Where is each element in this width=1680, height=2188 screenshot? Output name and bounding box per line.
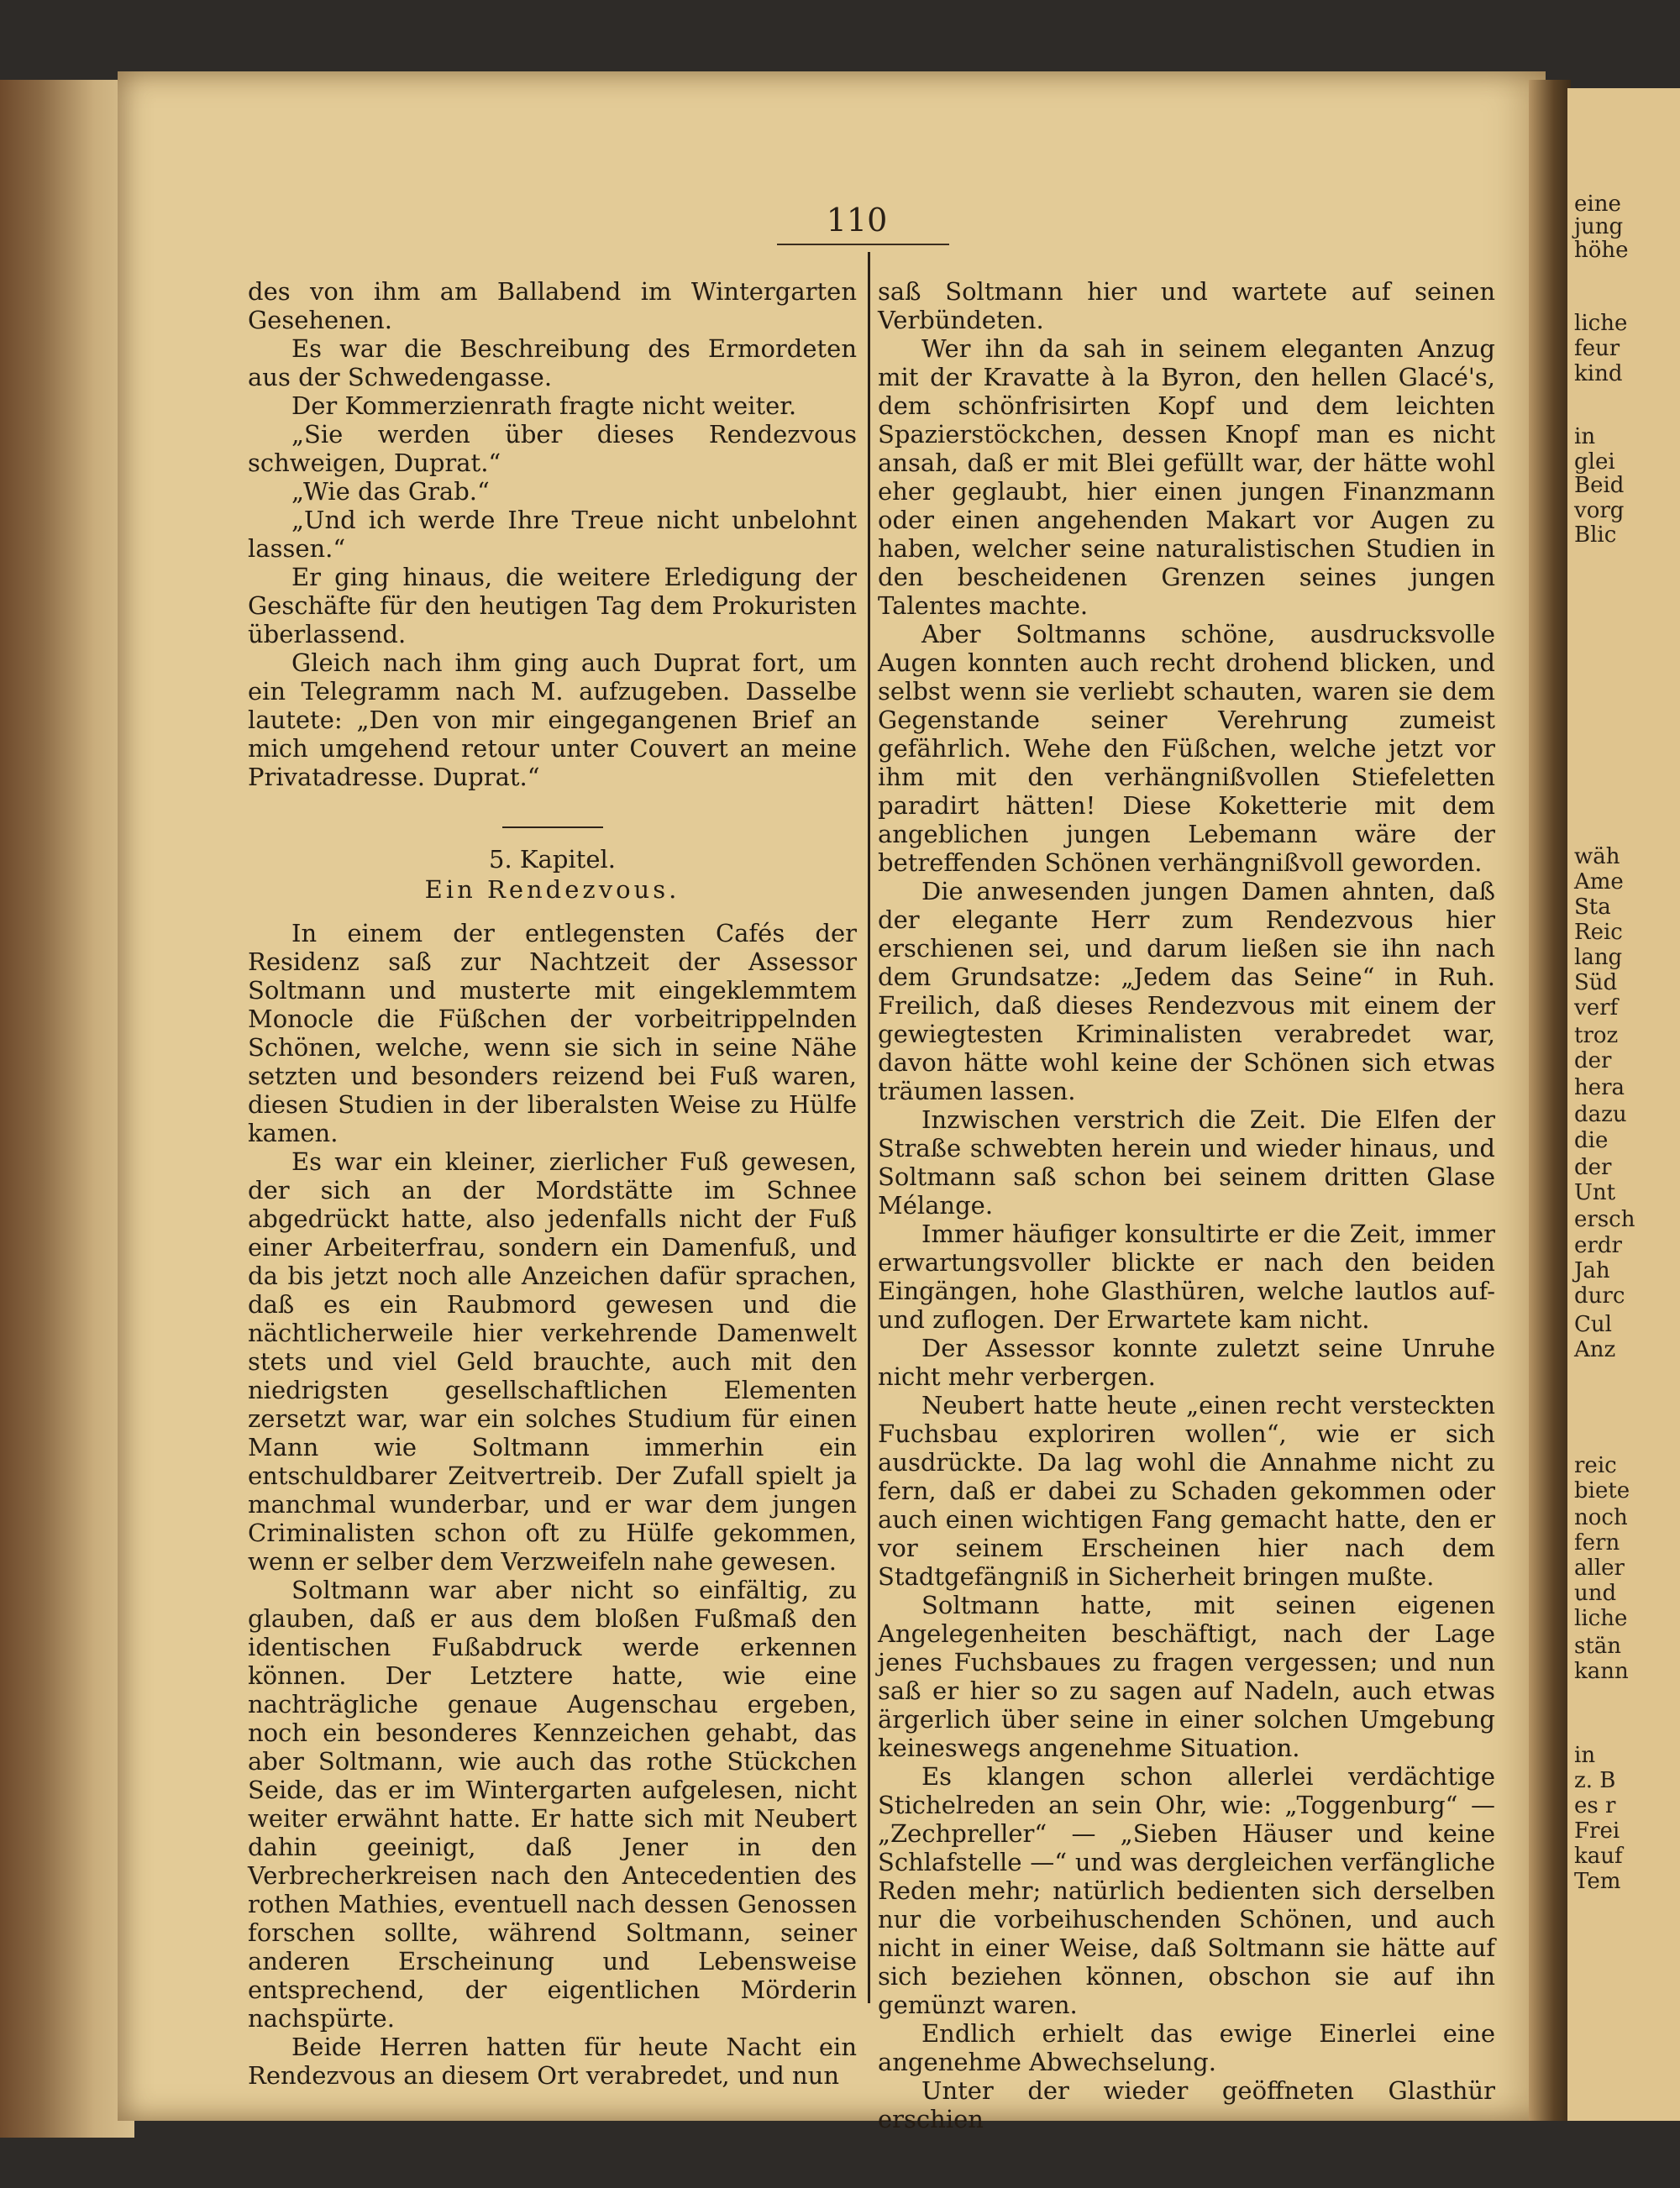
paragraph: Neubert hatte heute „einen recht versteckten Fuchsbau exploriren wollen“, wie er sich ausdrückte. Da lag wohl die Annahme nicht zu fern, daß er dabei zu Schaden gekommen oder auch einen wichtigen Fang gemacht hatte, den er vor seinem Erscheinen hier nach dem Stadtgefängniß in Sicherheit bringen mußte. xyxy=(878,1391,1495,1591)
next-page-fragment: durc xyxy=(1574,1283,1625,1309)
chapter-divider xyxy=(502,826,603,828)
book-gutter xyxy=(1529,80,1571,2121)
next-page-fragment: noch xyxy=(1574,1505,1628,1530)
paragraph: Immer häufiger konsultirte er die Zeit, immer erwartungsvoller blickte er nach den beiden Eingängen, hohe Glasthüren, welche lautlos auf- und zuflogen. Der Erwartete kam nicht. xyxy=(878,1220,1495,1334)
paragraph: Inzwischen verstrich die Zeit. Die Elfen der Straße schwebten herein und wieder hinaus, und Soltmann saß schon bei seinem dritten Glase Mélange. xyxy=(878,1105,1495,1220)
book-edge xyxy=(0,80,134,2138)
next-page-fragment: Anz xyxy=(1574,1337,1616,1362)
paragraph: Beide Herren hatten für heute Nacht ein Rendezvous an diesem Ort verabredet, und nun xyxy=(248,2033,857,2090)
next-page-edge xyxy=(1567,88,1680,2121)
paragraph: „Wie das Grab.“ xyxy=(291,477,490,506)
paragraph: Soltmann war aber nicht so einfältig, zu glauben, daß er aus dem bloßen Fußmaß den identischen Fußabdruck werde erkennen können. Der Letztere hatte, wie eine nachträgliche genaue Augenschau ergeben, noch ein besonderes Kennzeichen gehabt, das aber Soltmann, wie auch das rothe Stückchen Seide, das er im Wintergarten aufgelesen, nicht weiter erwähnt hatte. Er hatte sich mit Neubert dahin geeinigt, daß Jener in den Verbrecherkreisen nach den Antecedentien des rothen Mathies, eventuell nach dessen Genossen forschen sollte, während Soltmann, seiner anderen Erscheinung und Lebensweise entsprechend, der eigentlichen Mörderin nachspürte. xyxy=(248,1576,857,2033)
next-page-fragment: jung xyxy=(1574,214,1624,239)
next-page-fragment: erdr xyxy=(1574,1233,1622,1258)
next-page-fragment: die xyxy=(1574,1128,1609,1153)
left-column xyxy=(248,277,857,2090)
next-page-fragment: feur xyxy=(1574,336,1620,361)
paragraph: Endlich erhielt das ewige Einerlei eine angenehme Abwechselung. xyxy=(878,2019,1495,2076)
paragraph: Wer ihn da sah in seinem eleganten Anzug mit der Kravatte à la Byron, den hellen Glacé's, dem schönfrisirten Kopf und dem leichten Spazierstöckchen, dessen Knopf man es nicht ansah, daß er mit Blei gefüllt war, der hätte wohl eher geglaubt, hier einen jungen Finanzmann oder einen angehenden Makart vor Augen zu haben, welcher seine naturalistischen Studien in den bescheidenen Grenzen seines jungen Talentes machte. xyxy=(878,334,1495,620)
next-page-fragment: Frei xyxy=(1574,1818,1620,1844)
next-page-fragment: verf xyxy=(1574,995,1619,1021)
next-page-fragment: aller xyxy=(1574,1556,1625,1581)
page-number: 110 xyxy=(826,202,888,239)
column-divider xyxy=(868,252,870,2003)
next-page-fragment: und xyxy=(1574,1581,1617,1606)
next-page-fragment: in xyxy=(1574,1743,1596,1768)
paragraph: Aber Soltmanns schöne, ausdrucksvolle Augen konnten auch recht drohend blicken, und selbst wenn sie verliebt schauten, waren sie dem Gegenstande seiner Verehrung zumeist gefährlich. Wehe den Füßchen, welche jetzt vor ihm mit den verhängnißvollen Stiefeletten paradirt hätten! Diese Koketterie mit dem angeblichen jungen Lebemann wäre der betreffenden Schönen verhängnißvoll geworden. xyxy=(878,620,1495,877)
page-number-rule xyxy=(777,244,949,245)
paragraph: Der Kommerzienrath fragte nicht weiter. xyxy=(291,391,797,420)
next-page-fragment: eine xyxy=(1574,192,1621,217)
next-page-fragment: ersch xyxy=(1574,1207,1635,1232)
next-page-fragment: Cul xyxy=(1574,1312,1612,1337)
next-page-fragment: z. B xyxy=(1574,1768,1616,1793)
next-page-fragment: troz xyxy=(1574,1023,1619,1048)
paragraph: Gleich nach ihm ging auch Duprat fort, um ein Telegramm nach M. aufzugeben. Dasselbe lautete: „Den von mir eingegangenen Brief an mich umgehend retour unter Couvert an meine Privatadresse. Duprat.“ xyxy=(248,648,857,791)
next-page-fragment: Süd xyxy=(1574,970,1618,995)
next-page-fragment: Sta xyxy=(1574,895,1611,920)
next-page-fragment: Blic xyxy=(1574,522,1617,548)
next-page-fragment: stän xyxy=(1574,1634,1622,1659)
next-page-fragment: es r xyxy=(1574,1793,1616,1818)
next-page-fragment: dazu xyxy=(1574,1102,1627,1127)
next-page-fragment: Unt xyxy=(1574,1180,1616,1205)
paragraph: Soltmann hatte, mit seinen eigenen Angelegenheiten beschäftigt, nach der Lage jenes Fuchsbaues zu fragen vergessen; und nun saß er hier so zu sagen auf Nadeln, auch etwas ärgerlich über seine in einer solchen Umgebung keineswegs angenehme Situation. xyxy=(878,1591,1495,1762)
next-page-fragment: Tem xyxy=(1574,1869,1621,1894)
paragraph: des von ihm am Ballabend im Wintergarten Gesehenen. xyxy=(248,277,857,334)
next-page-fragment: in xyxy=(1574,424,1596,449)
next-page-fragment: Reic xyxy=(1574,920,1623,945)
next-page-fragment: liche xyxy=(1574,1606,1628,1631)
next-page-fragment: höhe xyxy=(1574,238,1629,263)
next-page-fragment: wäh xyxy=(1574,844,1620,869)
next-page-fragment: der xyxy=(1574,1155,1612,1180)
paragraph: Es war ein kleiner, zierlicher Fuß gewesen, der sich an der Mordstätte im Schnee abgedrückt hatte, also jedenfalls nicht der Fuß einer Arbeiterfrau, sondern ein Damenfuß, und da bis jetzt noch alle Anzeichen dafür sprachen, daß es ein Raubmord gewesen und die nächtlicherweile hier verkehrende Damenwelt stets und viel Geld brauchte, auch mit den niedrigsten gesellschaftlichen Elementen zersetzt war, war ein solches Studium für einen Mann wie Soltmann immerhin ein entschuldbarer Zeitvertreib. Der Zufall spielt ja manchmal wunderbar, und er war dem jungen Criminalisten schon oft zu Hülfe gekommen, wenn er selber dem Verzweifeln nahe gewesen. xyxy=(248,1147,857,1576)
next-page-fragment: kann xyxy=(1574,1659,1629,1684)
paragraph: Er ging hinaus, die weitere Erledigung der Geschäfte für den heutigen Tag dem Prokuristen überlassend. xyxy=(248,563,857,648)
next-page-fragment: Jah xyxy=(1574,1258,1610,1283)
next-page-fragment: der xyxy=(1574,1048,1612,1073)
next-page-fragment: Beid xyxy=(1574,473,1625,498)
paragraph: Es war die Beschreibung des Ermordeten aus der Schwedengasse. xyxy=(248,334,857,391)
chapter-subtitle: Ein Rendezvous. xyxy=(424,875,680,904)
next-page-fragment: liche xyxy=(1574,311,1628,336)
next-page-fragment: biete xyxy=(1574,1478,1630,1503)
right-column xyxy=(878,277,1495,2133)
paragraph: Die anwesenden jungen Damen ahnten, daß der elegante Herr zum Rendezvous hier erschienen sei, und darum ließen sie ihn nach dem Grundsatze: „Jedem das Seine“ in Ruh. Freilich, daß dieses Rendezvous mit einem der gewiegtesten Kriminalisten verabredet war, davon hätte wohl keine der Schönen sich etwas träumen lassen. xyxy=(878,877,1495,1105)
next-page-fragment: kauf xyxy=(1574,1844,1623,1869)
next-page-fragment: hera xyxy=(1574,1075,1625,1100)
paragraph: Es klangen schon allerlei verdächtige Stichelreden an sein Ohr, wie: „Toggenburg“ — „Zechpreller“ — „Sieben Häuser und keine Schlafstelle —“ und was dergleichen verfängliche Reden mehr; natürlich bedienten sich derselben nur die vorbeihuschenden Schönen, und auch nicht in einer Weise, daß Soltmann sie hätte auf sich beziehen können, obschon sie auf ihn gemünzt waren. xyxy=(878,1762,1495,2019)
next-page-fragment: fern xyxy=(1574,1530,1620,1556)
paragraph: „Und ich werde Ihre Treue nicht unbelohnt lassen.“ xyxy=(248,506,857,563)
next-page-fragment: kind xyxy=(1574,361,1623,386)
next-page-fragment: glei xyxy=(1574,449,1615,475)
paragraph: „Sie werden über dieses Rendezvous schweigen, Duprat.“ xyxy=(248,420,857,477)
left-column-text xyxy=(248,277,857,791)
paragraph: In einem der entlegensten Cafés der Residenz saß zur Nachtzeit der Assessor Soltmann und musterte mit eingeklemmtem Monocle die Füßchen der vorbeitrippelnden Schönen, welche, wenn sie sich in seine Nähe setzten und besonders reizend bei Fuß waren, diesen Studien in der liberalsten Weise zu Hülfe kamen. xyxy=(248,919,857,1147)
next-page-fragment: lang xyxy=(1574,945,1623,970)
paragraph: saß Soltmann hier und wartete auf seinen Verbündeten. xyxy=(878,277,1495,334)
paragraph: Der Assessor konnte zuletzt seine Unruhe nicht mehr verbergen. xyxy=(878,1334,1495,1391)
next-page-fragment: reic xyxy=(1574,1453,1617,1478)
paragraph: Unter der wieder geöffneten Glasthür erschien xyxy=(878,2076,1495,2133)
next-page-fragment: vorg xyxy=(1574,498,1625,523)
left-column-chapter-text xyxy=(248,919,857,2090)
chapter-heading: 5. Kapitel. xyxy=(489,845,616,874)
next-page-fragment: Ame xyxy=(1574,869,1624,895)
